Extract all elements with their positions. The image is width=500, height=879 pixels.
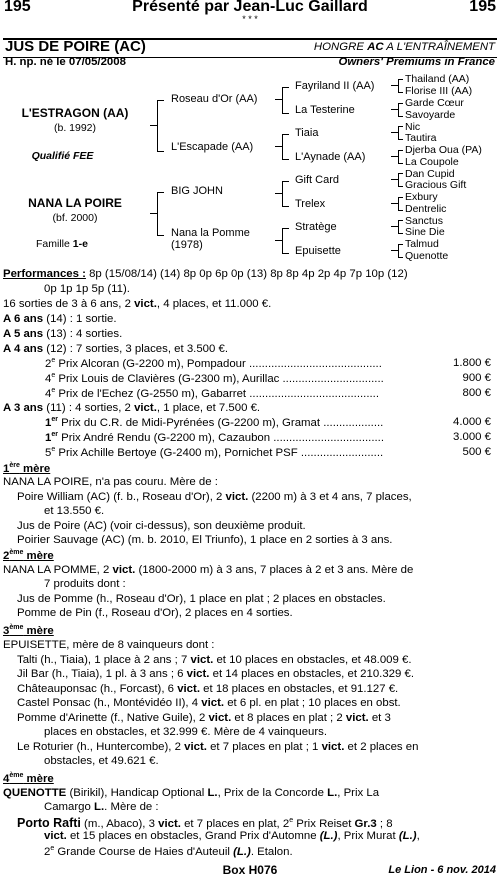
status-ac: AC bbox=[367, 41, 384, 53]
g3-3: Tiaia bbox=[295, 127, 319, 139]
a: et 15 places en obstacles, Grand Prix d'Automne bbox=[66, 830, 320, 842]
race-rank: 5 bbox=[45, 446, 52, 459]
mere-1-line-5: Poirier Sauvage (AC) (m. b. 2010, El Triunfo), 1 place en 2 sorties à 3 ans. bbox=[17, 534, 393, 546]
family-value: 1-e bbox=[72, 238, 88, 250]
brace-g4-8 bbox=[398, 244, 403, 258]
g4-10: Gracious Gift bbox=[405, 179, 467, 191]
lot-number-left: 195 bbox=[4, 0, 31, 15]
brace-g4-8-tick bbox=[391, 250, 398, 251]
race-rank: 4 bbox=[45, 372, 52, 385]
mere-3-line-9: obstacles, et 49.621 €. bbox=[44, 755, 159, 767]
listed: L. bbox=[94, 801, 105, 813]
post: et 14 places en obstacles, et 210.329 €. bbox=[209, 668, 415, 680]
g4-16: Quenotte bbox=[405, 250, 449, 262]
mere-4-line-5 bbox=[44, 845, 293, 860]
age-5-label: A 5 ans bbox=[3, 328, 44, 340]
status-prefix: HONGRE bbox=[313, 41, 368, 53]
race-amount: 1.800 € bbox=[452, 357, 491, 369]
g4-3: Garde Cœur bbox=[405, 97, 464, 109]
brace-g4-5 bbox=[398, 173, 403, 187]
vict: vict. bbox=[177, 683, 200, 695]
race-rank: 4 bbox=[45, 387, 52, 400]
bracket-g3-2-tick bbox=[275, 146, 282, 147]
age-4-text: (12) : 7 sorties, 3 places, et 3.500 €. bbox=[43, 343, 228, 355]
vict: vict. bbox=[158, 818, 181, 830]
mere-1-sup: ère bbox=[9, 462, 20, 469]
summary-pre: 16 sorties de 3 à 6 ans, 2 bbox=[3, 298, 135, 310]
bracket-g3-4 bbox=[282, 228, 289, 254]
bracket-g3-1 bbox=[282, 87, 289, 114]
mere-4-line-4 bbox=[44, 830, 420, 845]
race-amount: 3.000 € bbox=[452, 431, 491, 443]
sire-note: Qualifié FEE bbox=[31, 150, 94, 162]
mere-3-line-4 bbox=[17, 683, 398, 698]
c: . Etalon. bbox=[250, 845, 293, 858]
bracket-dam-tick bbox=[150, 213, 157, 214]
lot-number-right: 195 bbox=[469, 0, 496, 15]
age-5-text: (13) : 4 sorties. bbox=[43, 328, 123, 340]
mid: et 8 places en plat ; 2 bbox=[231, 712, 346, 724]
brace-g4-2 bbox=[398, 103, 403, 117]
l1-vict: vict. bbox=[112, 564, 136, 576]
mere-3-num: 3 bbox=[3, 624, 10, 637]
performances-line-2: 0p 1p 1p 5p (11). bbox=[44, 283, 130, 295]
race-row bbox=[45, 446, 495, 461]
race-rank: 1 bbox=[45, 431, 52, 444]
brace-g4-7-tick bbox=[391, 226, 398, 227]
g4-14: Sine Die bbox=[405, 226, 445, 238]
race-rank-sup: e bbox=[51, 387, 56, 394]
mere-3-line-3 bbox=[17, 668, 414, 683]
g4-1: Thailand (AA) bbox=[405, 73, 470, 85]
mere-1-line-2 bbox=[17, 491, 412, 506]
g3-8: Epuisette bbox=[295, 245, 341, 257]
race-amount: 900 € bbox=[462, 372, 491, 384]
summary-post: , 4 places, et 11.000 €. bbox=[156, 298, 272, 310]
brace-g4-3 bbox=[398, 126, 403, 140]
race-row bbox=[45, 416, 495, 431]
separator-stars: * * * bbox=[242, 14, 258, 24]
brace-g4-1 bbox=[398, 79, 403, 93]
b: et 7 places en plat, 2 bbox=[180, 818, 290, 830]
g4-7: Djerba Oua (PA) bbox=[405, 144, 482, 156]
mere-1-line-4: Jus de Poire (AC) (voir ci-dessus), son deuxième produit. bbox=[17, 520, 306, 532]
race-text: Prix du C.R. de Midi-Pyrénées (G-2200 m), Gramat ................... bbox=[57, 416, 384, 429]
g4-8: La Coupole bbox=[405, 156, 459, 168]
dam-dam-year: (1978) bbox=[171, 239, 203, 251]
age-4-line bbox=[3, 343, 228, 358]
mere-3-line-2 bbox=[17, 654, 412, 669]
mere-2-word: mère bbox=[23, 549, 54, 562]
family-label: Famille bbox=[36, 238, 73, 250]
bracket-dam bbox=[157, 192, 164, 236]
race-text: Prix Achille Bertoye (G-2400 m), Pornichet PSF .......................... bbox=[55, 446, 384, 459]
g4-9: Dan Cupid bbox=[405, 168, 455, 180]
mere-4-title bbox=[3, 772, 54, 787]
listed-2: L. bbox=[327, 787, 338, 799]
mere-3-sup: ème bbox=[9, 624, 24, 631]
bracket-g3-1-tick bbox=[275, 99, 282, 100]
g3-6: Trelex bbox=[295, 198, 326, 210]
bracket-g3-3-tick bbox=[275, 193, 282, 194]
l2-vict: vict. bbox=[225, 491, 249, 503]
l1-post: (1800-2000 m) à 3 ans, 7 places à 2 et 3 ans. Mère de bbox=[135, 564, 414, 576]
mere-3-line-7: places en obstacles, et 32.999 €. Mère de 4 vainqueurs. bbox=[44, 726, 328, 738]
vict: vict. bbox=[186, 668, 210, 680]
race-text: Prix Alcoran (G-2200 m), Pompadour .......................................... bbox=[55, 357, 382, 370]
mere-4-sup: ème bbox=[9, 772, 24, 779]
age-3-line bbox=[3, 402, 260, 417]
horse-name: JUS DE POIRE (AC) bbox=[5, 38, 146, 55]
race-rank-sup: er bbox=[51, 431, 58, 438]
horse-info: H. np. né le 07/05/2008 bbox=[5, 56, 126, 68]
race-text: Prix de l'Echez (G-2550 m), Gabarret ......................................... bbox=[55, 387, 379, 400]
g3-4: L'Aynade (AA) bbox=[295, 151, 366, 163]
performances-label: Performances : bbox=[3, 268, 86, 280]
mere-1-line-3: et 13.550 €. bbox=[44, 505, 105, 517]
a: (m., Abaco), 3 bbox=[80, 818, 159, 830]
race-rank: 2 bbox=[45, 357, 52, 370]
summary-vict: vict. bbox=[134, 298, 157, 310]
race-text: Prix André Rendu (G-2200 m), Cazaubon ................................... bbox=[57, 431, 384, 444]
mere-4-line-3 bbox=[17, 816, 393, 831]
g3-7: Stratège bbox=[295, 221, 337, 233]
sire-info: (b. 1992) bbox=[53, 122, 97, 134]
sale-place-date: Le Lion - 6 nov. 2014 bbox=[388, 864, 496, 876]
horse-status bbox=[314, 41, 495, 53]
mere-3-line-5 bbox=[17, 697, 401, 712]
mere-1-word: mère bbox=[19, 462, 51, 475]
bracket-g3-2 bbox=[282, 134, 289, 160]
sire-sire: Roseau d'Or (AA) bbox=[171, 93, 258, 105]
g4-2: Florise III (AA) bbox=[405, 85, 473, 97]
g4-6: Tautira bbox=[405, 132, 437, 144]
post: et 3 bbox=[368, 712, 391, 724]
mere-2-line-4: Pomme de Pin (f., Roseau d'Or), 2 places en 4 sorties. bbox=[17, 607, 293, 619]
race-rank-sup: e bbox=[51, 372, 56, 379]
mere-4-line-1 bbox=[3, 787, 379, 802]
g3-2: La Testerine bbox=[295, 104, 355, 116]
race-text: Prix Louis de Clavières (G-2300 m), Aurillac ................................ bbox=[55, 372, 384, 385]
vict2: vict. bbox=[345, 712, 369, 724]
mere-4-line-2 bbox=[44, 801, 159, 816]
sire-name: L'ESTRAGON (AA) bbox=[21, 106, 129, 120]
mere-2-num: 2 bbox=[3, 549, 10, 562]
age-3-vict: vict. bbox=[134, 402, 157, 414]
mere-2-title bbox=[3, 549, 54, 564]
brace-g4-3-tick bbox=[391, 132, 398, 133]
pre: Le Roturier (h., Huntercombe), 2 bbox=[17, 741, 185, 753]
age-6-label: A 6 ans bbox=[3, 313, 44, 325]
age-3-label: A 3 ans bbox=[3, 402, 44, 414]
pre: Castel Ponsac (h., Montévidéo II), 4 bbox=[17, 697, 202, 709]
bracket-g3-4-tick bbox=[275, 240, 282, 241]
post: et 18 places en obstacles, et 91.127 €. bbox=[199, 683, 399, 695]
vict: vict. bbox=[44, 830, 67, 842]
g4-13: Sanctus bbox=[405, 215, 443, 227]
age-6-line bbox=[3, 313, 117, 328]
brace-g4-7 bbox=[398, 220, 403, 234]
porto-rafti-name: Porto Rafti bbox=[17, 816, 81, 830]
post: et 2 places en bbox=[344, 741, 419, 753]
g3-5: Gift Card bbox=[295, 174, 340, 186]
page-title: Présenté par Jean-Luc Gaillard bbox=[132, 0, 368, 15]
brace-g4-4 bbox=[398, 150, 403, 164]
dam-sire: BIG JOHN bbox=[171, 185, 223, 197]
g4-12: Dentrelic bbox=[405, 203, 447, 215]
listed: (L.) bbox=[319, 830, 338, 842]
race-amount: 800 € bbox=[462, 387, 491, 399]
mere-2-line-2: 7 produits dont : bbox=[44, 578, 126, 590]
race-row bbox=[45, 431, 495, 446]
mere-3-line-8 bbox=[17, 741, 418, 756]
race-amount: 500 € bbox=[462, 446, 491, 458]
brace-g4-5-tick bbox=[391, 179, 398, 180]
sire-dam: L'Escapade (AA) bbox=[171, 141, 254, 153]
mere-1-line-1: NANA LA POIRE, n'a pas couru. Mère de : bbox=[3, 476, 218, 488]
brace-g4-6 bbox=[398, 197, 403, 211]
pre: Pomme d'Arinette (f., Native Guile), 2 bbox=[17, 712, 209, 724]
brace-g4-6-tick bbox=[391, 203, 398, 204]
dam-dam: Nana la Pomme bbox=[171, 227, 250, 239]
l1-pre: NANA LA POMME, 2 bbox=[3, 564, 113, 576]
age-3-pre: (11) : 4 sorties, 2 bbox=[43, 402, 135, 414]
g4-4: Savoyarde bbox=[405, 109, 456, 121]
race-rank-sup: e bbox=[51, 446, 56, 453]
b: . Mère de : bbox=[104, 801, 159, 813]
l2-post: (2200 m) à 3 et 4 ans, 7 places, bbox=[248, 491, 412, 503]
race-rank-sup: e bbox=[51, 357, 56, 364]
bracket-g3-3 bbox=[282, 181, 289, 207]
mere-1-title bbox=[3, 462, 50, 477]
race-row bbox=[45, 372, 495, 387]
d: ; 8 bbox=[376, 818, 393, 830]
vict: vict. bbox=[208, 712, 232, 724]
mere-2-line-3: Jus de Pomme (h., Roseau d'Or), 1 place en plat ; 2 places en obstacles. bbox=[17, 593, 386, 605]
b: Grande Course de Haies d'Auteuil bbox=[54, 845, 234, 858]
brace-g4-1-tick bbox=[391, 85, 398, 86]
age-4-label: A 4 ans bbox=[3, 343, 44, 355]
mere-4-word: mère bbox=[23, 772, 54, 785]
pre: Jil Bar (h., Tiaia), 1 pl. à 3 ans ; 6 bbox=[17, 668, 187, 680]
post: et 6 pl. en plat ; 10 places en obst. bbox=[224, 697, 401, 709]
g4-15: Talmud bbox=[405, 238, 439, 250]
race-row bbox=[45, 387, 495, 402]
mere-4-num: 4 bbox=[3, 772, 10, 785]
horse-owner: Owners' Premiums in France bbox=[338, 56, 495, 68]
mid: et 7 places en plat ; 1 bbox=[206, 741, 322, 753]
race-rank-sup: er bbox=[51, 416, 58, 423]
listed-1: L. bbox=[207, 787, 218, 799]
status-suffix: A L'ENTRAÎNEMENT bbox=[383, 41, 495, 53]
g4-11: Exbury bbox=[405, 191, 438, 203]
vict: vict. bbox=[184, 741, 207, 753]
sup: e bbox=[289, 817, 294, 825]
b: , Prix de la Concorde bbox=[217, 787, 328, 799]
c: Prix Reiset bbox=[293, 818, 355, 830]
brace-g4-4-tick bbox=[391, 156, 398, 157]
bracket-sire bbox=[157, 100, 164, 152]
dam-family bbox=[0, 238, 124, 250]
vict: vict. bbox=[190, 654, 214, 666]
mere-3-word: mère bbox=[23, 624, 54, 637]
c: , bbox=[416, 830, 420, 842]
performances-summary bbox=[3, 298, 271, 313]
mere-1-num: 1 bbox=[3, 462, 10, 475]
pre: Châteauponsac (h., Forcast), 6 bbox=[17, 683, 178, 695]
brace-g4-2-tick bbox=[391, 109, 398, 110]
race-amount: 4.000 € bbox=[452, 416, 491, 428]
mere-2-sup: ème bbox=[9, 549, 24, 556]
b: , Prix Murat bbox=[337, 830, 399, 842]
vict2: vict. bbox=[321, 741, 345, 753]
mere-3-title bbox=[3, 624, 54, 639]
quenotte-name: QUENOTTE bbox=[3, 787, 67, 799]
g4-5: Nic bbox=[405, 121, 421, 133]
l2-pre: Poire William (AC) (f. b., Roseau d'Or), 2 bbox=[17, 491, 226, 503]
g3-1: Fayriland II (AA) bbox=[295, 80, 375, 92]
pre: Talti (h., Tiaia), 1 place à 2 ans ; 7 bbox=[17, 654, 191, 666]
a: Camargo bbox=[44, 801, 95, 813]
mere-3-line-6 bbox=[17, 712, 391, 727]
age-6-text: (14) : 1 sortie. bbox=[43, 313, 117, 325]
horse-title-box bbox=[3, 38, 497, 58]
group-3: Gr.3 bbox=[354, 818, 377, 830]
age-3-post: , 1 place, et 7.500 €. bbox=[156, 402, 261, 414]
performances-line-1 bbox=[3, 268, 408, 283]
mere-2-line-1 bbox=[3, 564, 413, 579]
race-row bbox=[45, 357, 495, 372]
race-rank: 1 bbox=[45, 416, 52, 429]
a: (Birikil), Handicap Optional bbox=[66, 787, 208, 799]
a: 2 bbox=[44, 845, 51, 858]
age-5-line bbox=[3, 328, 122, 343]
sup: e bbox=[50, 845, 55, 852]
c: , Prix La bbox=[337, 787, 380, 799]
performances-text-1: 8p (15/08/14) (14) 8p 0p 6p 0p (13) 8p 8p 4p 2p 4p 7p 10p (12) bbox=[85, 268, 408, 280]
post: et 10 places en obstacles, et 48.009 €. bbox=[213, 654, 412, 666]
bracket-sire-tick bbox=[150, 125, 157, 126]
dam-info: (bf. 2000) bbox=[52, 212, 98, 224]
listed-2: (L.) bbox=[398, 830, 417, 842]
vict: vict. bbox=[201, 697, 225, 709]
listed: (L.) bbox=[233, 845, 251, 858]
box-number: Box H076 bbox=[222, 863, 278, 877]
mere-3-line-1: EPUISETTE, mère de 8 vainqueurs dont : bbox=[3, 639, 215, 651]
dam-name: NANA LA POIRE bbox=[28, 196, 122, 210]
